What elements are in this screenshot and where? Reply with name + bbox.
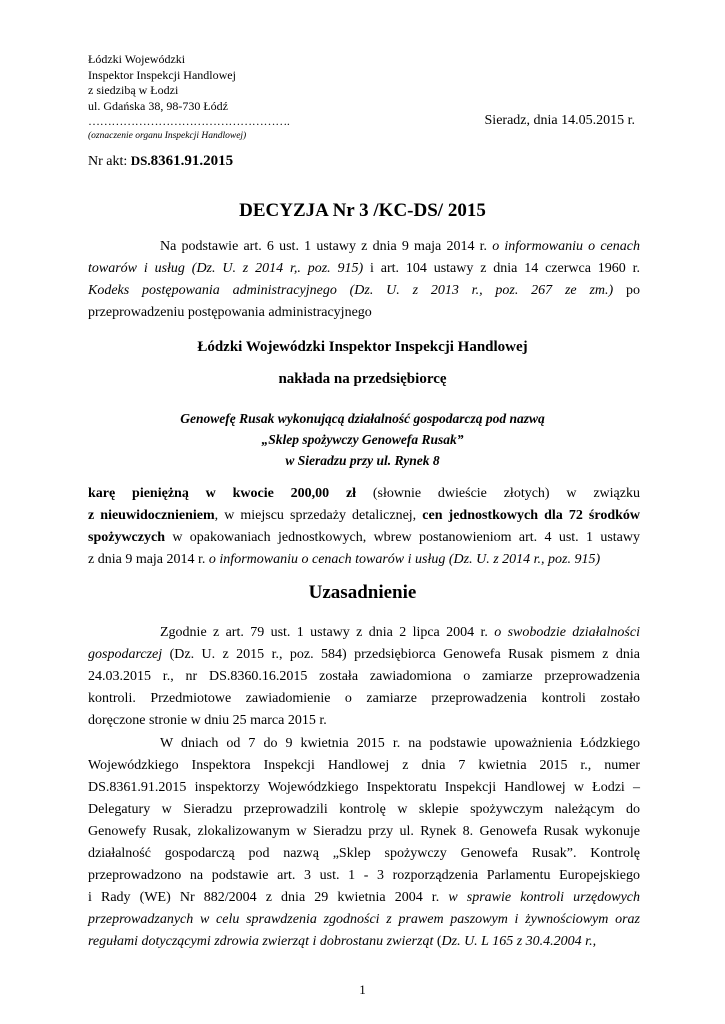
text-line: [88, 549, 640, 571]
legal-basis-paragraph: [88, 236, 640, 324]
issuer-line: z siedzibą w Łodzi: [88, 83, 179, 97]
text-run: przeprowadzanych w celu sprawdzenia zgodności z prawem paszowym i żywnościowym oraz: [88, 912, 640, 927]
text-run: i Rady (WE) Nr 882/2004 z dnia 29 kwietnia 2004 r.: [88, 890, 449, 905]
text-run: po: [613, 283, 641, 298]
text-run: , w miejscu sprzedaży detalicznej,: [214, 508, 423, 523]
text-run: z nieuwidocznieniem: [88, 508, 215, 523]
issuer-line: Inspektor Inspekcji Handlowej: [88, 67, 236, 82]
text-line: [88, 931, 640, 953]
text-run: w sprawie kontroli urzędowych: [448, 890, 641, 905]
text-line: [88, 236, 640, 258]
text-line: [88, 644, 640, 666]
text-run: o informowaniu o cenach: [492, 239, 640, 254]
act-number-prefix: DS.: [130, 153, 151, 168]
authority-name: Łódzki Wojewódzki Inspektor Inspekcji Handlowej: [197, 339, 528, 355]
text-run: regułami dotyczącymi zdrowia zwierząt i dobrostanu zwierząt: [88, 934, 434, 949]
text-run: o informowaniu o cenach towarów i usług (Dz. U. z 2014 r., poz. 915): [208, 552, 601, 567]
text-run: o swobodzie działalności: [494, 625, 640, 640]
text-run: towarów i usług (Dz. U. z 2014 r,. poz. 915): [88, 261, 364, 276]
issuer-dotted-line: …………………………………………….: [88, 114, 290, 128]
text-run: spożywczych: [88, 530, 165, 545]
text-run: (: [433, 934, 442, 949]
text-line: kontroli. Przedmiotowe zawiadomienie o zamiarze przeprowadzenia kontroli zostało: [88, 691, 640, 706]
text-line: Genowefy Rusak, zlokalizowanym w Sieradzu przy ul. Rynek 8. Genowefa Rusak wykonuje: [88, 824, 640, 839]
place-date: Sieradz, dnia 14.05.2015 r.: [484, 113, 635, 128]
issuer-caption: (oznaczenie organu Inspekcji Handlowej): [88, 130, 247, 141]
justification-title: Uzasadnienie: [308, 582, 417, 603]
text-line: 24.03.2015 r., nr DS.8360.16.2015 została zawiadomiona o zamiarze przeprowadzenia: [88, 669, 640, 684]
entrepreneur-line: Genowefę Rusak wykonującą działalność gospodarczą pod nazwą: [180, 411, 545, 426]
text-run: gospodarczej: [88, 647, 163, 662]
text-line: [88, 622, 640, 644]
text-line: Delegatury w Sieradzu przeprowadzili kontrolę w sklepie spożywczym należącym do: [88, 802, 640, 817]
issuer-header: [88, 52, 290, 143]
text-line: przeprowadzono na podstawie art. 3 ust. 1 - 3 rozporządzenia Parlamentu Europejskiego: [88, 868, 640, 883]
text-line: przeprowadzeniu postępowania administracyjnego: [88, 305, 372, 320]
act-number-label: Nr akt:: [88, 154, 131, 169]
text-line: Wojewódzkiego Inspektora Inspekcji Handlowej z dnia 7 kwietnia 2015 r., numer: [88, 758, 640, 773]
act-number: [88, 153, 233, 170]
penalty-paragraph: [88, 483, 640, 571]
text-run: (słownie dwieście złotych) w związku: [356, 486, 640, 501]
text-run: cen jednostkowych dla 72 środków: [422, 508, 641, 523]
text-run: w opakowaniach jednostkowych, wbrew postanowieniom art. 4 ust. 1 ustawy: [165, 530, 640, 545]
text-run: z dnia 9 maja 2014 r.: [88, 552, 209, 567]
decision-title: DECYZJA Nr 3 /KC-DS/ 2015: [239, 200, 486, 221]
text-line: doręczone stronie w dniu 25 marca 2015 r.: [88, 713, 327, 728]
text-run: Na podstawie art. 6 ust. 1 ustawy z dnia 9 maja 2014 r.: [160, 239, 493, 254]
text-run: karę pieniężną w kwocie 200,00 zł: [88, 486, 357, 501]
text-line: DS.8361.91.2015 inspektorzy Wojewódzkiego Inspektoratu Inspekcji Handlowej w Łodzi –: [88, 780, 640, 795]
text-line: [88, 887, 640, 909]
text-run: Kodeks postępowania administracyjnego (Dz. U. z 2013 r., poz. 267 ze zm.): [88, 283, 614, 298]
entrepreneur-line: „Sklep spożywczy Genowefa Rusak”: [261, 432, 464, 447]
text-run: i art. 104 ustawy z dnia 14 czerwca 1960 r.: [363, 261, 640, 276]
issuer-line: ul. Gdańska 38, 98-730 Łódź: [88, 98, 228, 113]
text-line: [88, 280, 640, 302]
text-line: [88, 483, 640, 505]
justification-paragraph-1: [88, 622, 640, 732]
text-line: [88, 527, 640, 549]
act-number-value: 8361.91.2015: [150, 153, 234, 169]
text-line: działalność gospodarczą pod nazwą „Sklep spożywczy Genowefa Rusak”. Kontrolę: [88, 846, 640, 861]
text-line: [88, 258, 640, 280]
text-line: [88, 505, 640, 527]
text-line: [88, 909, 640, 931]
entrepreneur-line: w Sieradzu przy ul. Rynek 8: [285, 453, 440, 468]
entrepreneur-block: [0, 408, 725, 471]
text-run: Zgodnie z art. 79 ust. 1 ustawy z dnia 2 lipca 2004 r.: [160, 625, 495, 640]
imposes-heading: nakłada na przedsiębiorcę: [278, 371, 447, 387]
issuer-line: Łódzki Wojewódzki: [88, 52, 186, 66]
justification-paragraph-2: [88, 733, 640, 953]
text-run: (Dz. U. z 2015 r., poz. 584) przedsiębiorca Genowefa Rusak pismem z dnia: [162, 647, 640, 662]
page-number: 1: [359, 982, 366, 997]
text-run: Dz. U. L 165 z 30.4.2004 r.,: [441, 934, 597, 949]
text-line: W dniach od 7 do 9 kwietnia 2015 r. na podstawie upoważnienia Łódzkiego: [160, 736, 640, 751]
